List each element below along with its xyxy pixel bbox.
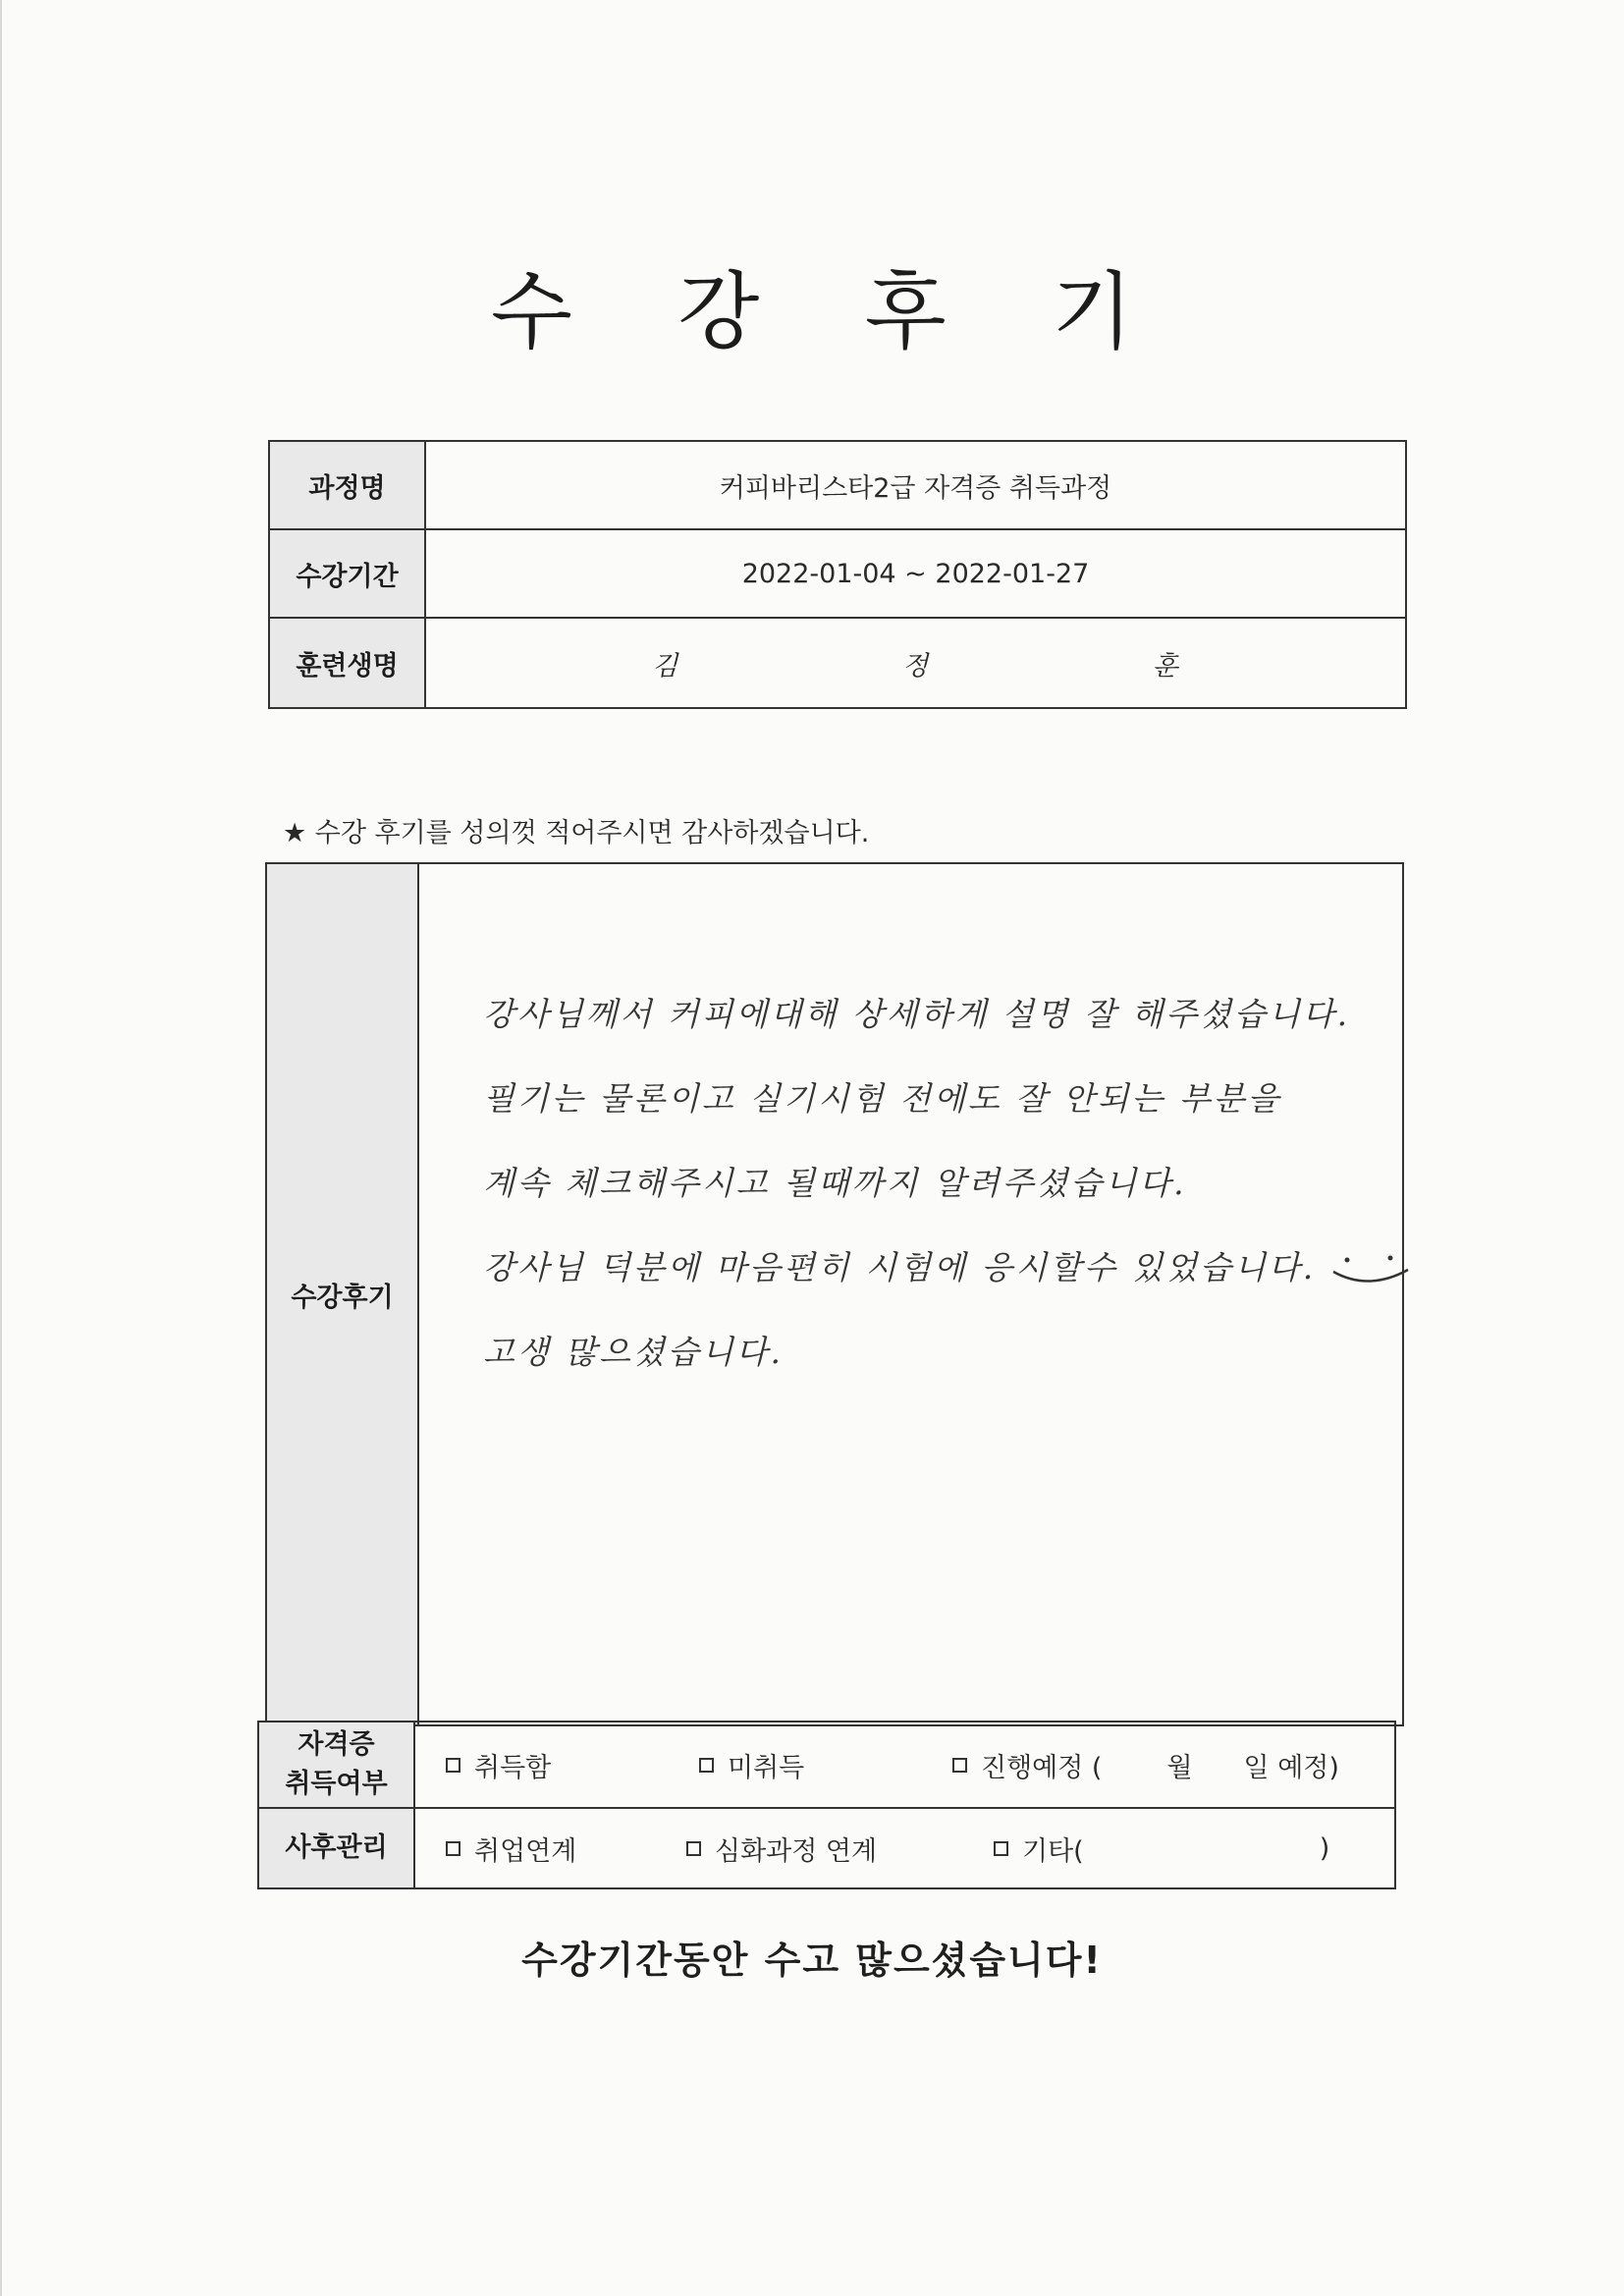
- review-line: 고생 많으셨습니다.: [483, 1333, 785, 1371]
- trainee-label: 훈련생명: [269, 618, 425, 708]
- checkbox-icon[interactable]: [686, 1841, 701, 1856]
- option-job-link[interactable]: 취업연계: [446, 1830, 686, 1868]
- checkbox-icon[interactable]: [994, 1841, 1008, 1856]
- checkbox-icon[interactable]: [699, 1758, 714, 1773]
- review-notice: ★ 수강 후기를 성의껏 적어주시면 감사하겠습니다.: [283, 818, 870, 848]
- checkbox-icon[interactable]: [446, 1841, 460, 1856]
- option-advanced-course[interactable]: 심화과정 연계: [686, 1830, 994, 1868]
- review-line: 강사님 덕분에 마음편히 시험에 응시할수 있었습니다.: [483, 1248, 1317, 1286]
- option-acquired[interactable]: 취득함: [446, 1746, 699, 1784]
- review-line: 계속 체크해주시고 될때까지 알려주셨습니다.: [483, 1164, 1187, 1202]
- followup-label: 사후관리: [258, 1808, 414, 1888]
- course-info-table: [268, 440, 1407, 709]
- page-title: 수 강 후 기: [490, 263, 1173, 361]
- period-label: 수강기간: [269, 529, 425, 618]
- status-table: [257, 1721, 1396, 1889]
- review-line: 필기는 물론이고 실기시험 전에도 잘 안되는 부분을: [483, 1079, 1282, 1118]
- certification-options: [414, 1722, 1395, 1808]
- closing-message: 수강기간동안 수고 많으셨습니다!: [521, 1939, 1103, 1982]
- followup-options: [414, 1808, 1395, 1888]
- checkbox-icon[interactable]: [446, 1758, 460, 1773]
- review-section: [265, 862, 1404, 1726]
- review-text-area: [483, 972, 1414, 1394]
- smiley-doodle-icon: [1326, 1250, 1414, 1289]
- review-line: 강사님께서 커피에대해 상세하게 설명 잘 해주셨습니다.: [483, 995, 1351, 1033]
- certification-label: 자격증 취득여부: [258, 1722, 414, 1808]
- review-label: 수강후기: [267, 864, 419, 1724]
- trainee-name-handwritten: 김 정 훈: [425, 618, 1406, 708]
- checkbox-icon[interactable]: [952, 1758, 967, 1773]
- option-other[interactable]: 기타( ): [994, 1830, 1329, 1868]
- option-not-acquired[interactable]: 미취득: [699, 1746, 952, 1784]
- course-label: 과정명: [269, 441, 425, 529]
- option-in-progress[interactable]: 진행예정 ( 월 일 예정): [952, 1746, 1339, 1784]
- course-value: 커피바리스타2급 자격증 취득과정: [425, 441, 1406, 529]
- period-value: 2022-01-04 ~ 2022-01-27: [425, 529, 1406, 618]
